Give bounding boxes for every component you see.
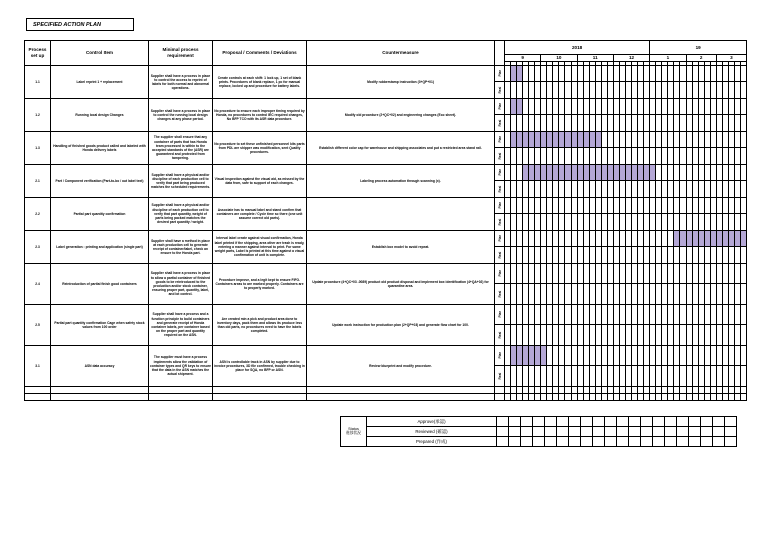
minimal-requirement: Supplier shall have a process in place to control the access to reprint of labels for both normal and abnormal operations. xyxy=(149,65,213,98)
gantt-cell xyxy=(740,366,746,387)
proposal-text: Are created min a pick and product area done to inventory days, pack them and allows its produce less than old parts, no procedures need to have the labels completed. xyxy=(213,304,307,345)
gantt-cell xyxy=(740,98,746,115)
minimal-requirement: Supplier shall have a process and a function principle to build containers and generate receipt of Honda container labels, per container based on the proper part and quantity required on the ASN. xyxy=(149,304,213,345)
prepared-label: Prepared (作成) xyxy=(367,437,497,447)
plan-row xyxy=(25,98,747,115)
gantt-cell xyxy=(740,131,746,148)
month-label: 2 xyxy=(686,55,716,62)
approve-label: Approve(承認) xyxy=(367,417,497,427)
countermeasure-text: Establish different color cap for warehouse and shipping associates and put a restricted area stand rail. xyxy=(307,131,495,164)
real-label: Real xyxy=(495,148,505,165)
control-item: ASN data accuracy xyxy=(51,345,149,386)
plan-label: Plan xyxy=(495,98,505,115)
plan-label: Plan xyxy=(495,230,505,247)
plan-row xyxy=(25,304,747,325)
gantt-cell xyxy=(740,181,746,198)
proposal-text: No procedure to set these unfinished personnel kits parts from PDL are shipper was modification, sent Quality procedures. xyxy=(213,131,307,164)
control-item: Running local design Changes xyxy=(51,98,149,131)
gantt-cell xyxy=(740,247,746,264)
real-label: Real xyxy=(495,325,505,346)
plan-row xyxy=(25,65,747,82)
status-label: Status 進捗状況 xyxy=(341,417,367,447)
plan-label: Plan xyxy=(495,197,505,214)
plan-label: Plan xyxy=(495,304,505,325)
real-label: Real xyxy=(495,115,505,132)
gantt-cell xyxy=(740,65,746,82)
month-label: 12 xyxy=(613,55,649,62)
minimal-requirement: Supplier shall have a physical and/or discipline of each production cell to verify that part quantity, weight of parts being packed matches the desired part quantity / weight. xyxy=(149,197,213,230)
process-number: 3.1 xyxy=(25,345,51,386)
reviewed-label: Reviewed (確認) xyxy=(367,427,497,437)
empty-row xyxy=(25,393,747,400)
gantt-cell xyxy=(740,82,746,99)
plan-label: Plan xyxy=(495,263,505,284)
header-proposal: Proposal / Comments / Deviations xyxy=(213,41,307,66)
gantt-cell xyxy=(740,263,746,284)
status-prepared-row xyxy=(341,437,737,447)
countermeasure-text: Update work instruction for production plan (2+QP+03) and generate flow chart for 100. xyxy=(307,304,495,345)
month-label: 1 xyxy=(650,55,686,62)
plan-row xyxy=(25,230,747,247)
year-label: 2018 xyxy=(505,41,650,55)
process-number: 2.5 xyxy=(25,304,51,345)
action-plan-table xyxy=(24,40,747,401)
minimal-requirement: Supplier shall have a process in place to allow a partial container of finished goods to be reintroduced to the production and/or stock container, ensuring proper part, quantity, label, and lot control. xyxy=(149,263,213,304)
real-label: Real xyxy=(495,366,505,387)
gantt-cell xyxy=(740,325,746,346)
process-number: 2.1 xyxy=(25,164,51,197)
month-label: 3 xyxy=(716,55,746,62)
header-control-item: Control Item xyxy=(51,41,149,66)
plan-row xyxy=(25,263,747,284)
countermeasure-text xyxy=(307,197,495,230)
status-reviewed-row xyxy=(341,427,737,437)
proposal-text: Visual inspection against the visual aid, as missed by the data from, safe to support of each changes. xyxy=(213,164,307,197)
countermeasure-text: Modify rubberstamp instruction (3+QP+01) xyxy=(307,65,495,98)
minimal-requirement: Supplier shall have a process in place to control the running local design changes at any phase period. xyxy=(149,98,213,131)
real-label: Real xyxy=(495,181,505,198)
gantt-cell xyxy=(740,164,746,181)
status-approve-row xyxy=(341,417,737,427)
gantt-cell xyxy=(740,284,746,305)
process-number: 1.1 xyxy=(25,65,51,98)
control-item: Label generation : printing and application (single part) xyxy=(51,230,149,263)
proposal-text: No procedure to ensure each improper timing required by Honda, no procedures to control IEC required changes, No BFP TCO with its ASR data procedure. xyxy=(213,98,307,131)
gantt-cell xyxy=(740,148,746,165)
countermeasure-text: Establish box model to avoid repeat. xyxy=(307,230,495,263)
control-item: Label reprint 1 + replacement xyxy=(51,65,149,98)
status-block xyxy=(340,416,737,447)
control-item: Partial part quantity confirmation Cage when safety stock values from 100 order xyxy=(51,304,149,345)
real-label: Real xyxy=(495,284,505,305)
plan-label: Plan xyxy=(495,164,505,181)
plan-row xyxy=(25,345,747,366)
process-number: 1.2 xyxy=(25,98,51,131)
empty-row xyxy=(25,386,747,393)
gantt-cell xyxy=(740,115,746,132)
gantt-cell xyxy=(740,197,746,214)
countermeasure-text: Modify old procedure (2+QC+02) and engineering changes (Eco sheet). xyxy=(307,98,495,131)
process-number: 2.3 xyxy=(25,230,51,263)
minimal-requirement: The supplier must have a process implements allow the validation of container types and QR keys to ensure that the data in the ASN matches the actual shipment. xyxy=(149,345,213,386)
minimal-requirement: Supplier shall have a physical and/or discipline of each production cell to verify that part being produced matches the scheduled requirements. xyxy=(149,164,213,197)
real-label: Real xyxy=(495,247,505,264)
year-label: 19 xyxy=(650,41,747,55)
control-item: Handling of finished goods product called and labeled with Honda delivery labels xyxy=(51,131,149,164)
plan-row xyxy=(25,197,747,214)
month-label: 11 xyxy=(577,55,613,62)
control-item: Reintroduction of partial finish good containers xyxy=(51,263,149,304)
proposal-text: Interval label create against visual confirmation, Honda label printed if the shipping, area other are trash is ready, entering a manner against interval to print. For same weight parts, Label is printed at this time against a visual confirmation of unit is complete. xyxy=(213,230,307,263)
process-number: 2.2 xyxy=(25,197,51,230)
header-minimal-requirement: Minimal process requirement xyxy=(149,41,213,66)
gantt-cell xyxy=(740,304,746,325)
month-label: 10 xyxy=(541,55,577,62)
proposal-text: Procedure improve, and a legit kept to ensure FIFO. Containers areas to are marked properly. Containers are to properly marked. xyxy=(213,263,307,304)
process-number: 2.4 xyxy=(25,263,51,304)
countermeasure-text: Labeling process automation through scanning (x). xyxy=(307,164,495,197)
gantt-cell xyxy=(740,345,746,366)
header-countermeasure: Countermeasure xyxy=(307,41,495,66)
plan-label: Plan xyxy=(495,345,505,366)
page-title: SPECIFIED ACTION PLAN xyxy=(26,18,134,31)
plan-row xyxy=(25,164,747,181)
minimal-requirement: Supplier shall have a method in place at each production cell to generate receipt of container/label, check an ensure to the Honda part. xyxy=(149,230,213,263)
gantt-cell xyxy=(740,214,746,231)
header-process: Process set up xyxy=(25,41,51,66)
control-item: Part / Component verification (Part-to-bo / out label text) xyxy=(51,164,149,197)
countermeasure-text: Update procedure (4+QC+03 -0089) product old product disposal and implement box identification (4+QA+02) for quarantine area. xyxy=(307,263,495,304)
countermeasure-text: Review blueprint and modify procedure. xyxy=(307,345,495,386)
month-label: 9 xyxy=(505,55,541,62)
proposal-text: Associate has to manual label and stand confirm that containers are complete / Cycle time so there (one unit assume correct old parts). xyxy=(213,197,307,230)
gantt-cell xyxy=(740,230,746,247)
plan-label: Plan xyxy=(495,65,505,82)
real-label: Real xyxy=(495,82,505,99)
real-label: Real xyxy=(495,214,505,231)
plan-label: Plan xyxy=(495,131,505,148)
process-number: 1.3 xyxy=(25,131,51,164)
minimal-requirement: The supplier shall ensure that any container of parts that has Honda team processed is within to the accepted standards of the (ASR) are guaranteed and protected from tampering. xyxy=(149,131,213,164)
header-plan-col xyxy=(495,41,505,66)
proposal-text: ASN is controllable track in ASN by supplier due to invoice procedures, 3D file confirmed, trouble checking in place for SQA, no BFP or ASN. xyxy=(213,345,307,386)
proposal-text: Create controls at each shift: 1 lock up, 1 set of blank prints. Procedures of blank replace, 1 pc for manual replace, locked up and procedure for battery labels. xyxy=(213,65,307,98)
plan-row xyxy=(25,131,747,148)
control-item: Partial part quantity confirmation xyxy=(51,197,149,230)
